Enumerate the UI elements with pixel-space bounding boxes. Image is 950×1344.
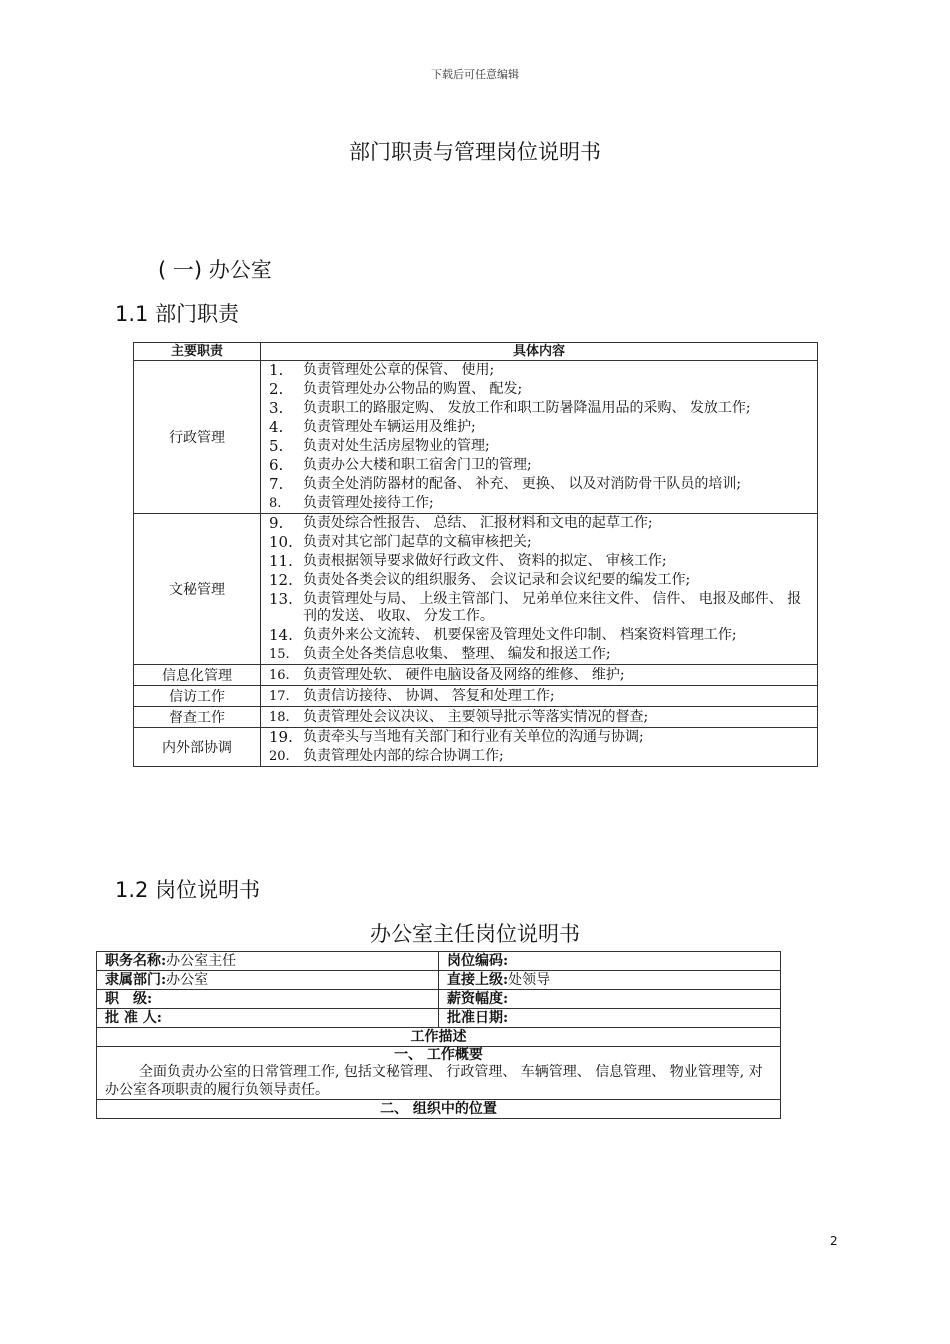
position-name-cell — [97, 952, 439, 971]
item-number: 2. — [269, 380, 284, 398]
table-row — [97, 1100, 781, 1119]
item-text: 负责管理处接待工作; — [303, 495, 434, 511]
list-item — [261, 728, 817, 747]
duty-items-cell — [261, 686, 818, 707]
position-name-value: 办公室主任 — [166, 952, 237, 969]
department-value: 办公室 — [166, 971, 209, 988]
duty-items-cell — [261, 361, 818, 514]
list-item — [261, 571, 817, 590]
table-row — [97, 1009, 781, 1028]
item-text: 负责管理处与局、 上级主管部门、 兄弟单位来往文件、 信件、 电报及邮件、 报刊的发送、 收取、 分发工作。 — [303, 591, 802, 624]
item-text: 负责职工的路服定购、 发放工作和职工防暑降温用品的采购、 发放工作; — [303, 400, 751, 416]
salary-cell — [439, 990, 781, 1009]
table-row — [97, 971, 781, 990]
job-description-title: 办公室主任岗位说明书 — [370, 922, 580, 946]
list-item — [261, 437, 817, 456]
job-description-table — [96, 951, 781, 1119]
level-label: 职 级: — [105, 990, 153, 1007]
duty-category: 信访工作 — [134, 686, 261, 707]
item-number: 7. — [269, 475, 284, 493]
list-item — [261, 666, 817, 685]
summary-cell — [97, 1047, 781, 1100]
column-header-main-duty: 主要职责 — [134, 343, 261, 361]
approver-label: 批 准 人: — [105, 1009, 162, 1026]
item-text: 负责处各类会议的组织服务、 会议记录和会议纪要的编发工作; — [303, 572, 691, 588]
document-title: 部门职责与管理岗位说明书 — [349, 140, 601, 164]
item-number: 19. — [269, 728, 293, 746]
item-number: 10. — [269, 533, 293, 551]
duty-category: 信息化管理 — [134, 665, 261, 686]
supervisor-value: 处领导 — [508, 971, 551, 988]
item-text: 负责外来公文流转、 机要保密及管理处文件印制、 档案资料管理工作; — [303, 627, 737, 643]
approval-date-label: 批准日期: — [447, 1009, 509, 1026]
position-name-label: 职务名称: — [105, 952, 167, 969]
work-description-heading: 工作描述 — [97, 1028, 781, 1047]
department-cell — [97, 971, 439, 990]
table-row — [134, 728, 818, 767]
list-item — [261, 494, 817, 513]
summary-text: 全面负责办公室的日常管理工作, 包括文秘管理、 行政管理、 车辆管理、 信息管理、 物业管理等, 对办公室各项职责的履行负领导责任。 — [105, 1064, 763, 1098]
item-text: 负责对处生活房屋物业的管理; — [303, 438, 490, 454]
item-text: 负责管理处软、 硬件电脑设备及网络的维修、 维护; — [303, 666, 625, 683]
position-code-cell — [439, 952, 781, 971]
list-item — [261, 418, 817, 437]
supervisor-label: 直接上级: — [447, 971, 509, 988]
summary-heading: 一、 工作概要 — [394, 1047, 483, 1063]
item-text: 负责管理处内部的综合协调工作; — [303, 748, 504, 764]
position-code-label: 岗位编码: — [447, 952, 509, 969]
list-item — [261, 552, 817, 571]
table-row — [134, 665, 818, 686]
list-item — [261, 687, 817, 706]
item-number: 1. — [269, 361, 284, 379]
item-number: 3. — [269, 399, 284, 417]
table-header-row — [134, 343, 818, 361]
approver-cell — [97, 1009, 439, 1028]
table-row — [134, 514, 818, 665]
item-number: 17. — [269, 688, 290, 704]
item-number: 6. — [269, 456, 284, 474]
table-row — [134, 707, 818, 728]
item-text: 负责对其它部门起草的文稿审核把关; — [303, 534, 532, 550]
subsection-heading-job-description: 1.2 岗位说明书 — [115, 878, 261, 902]
item-text: 负责管理处会议决议、 主要领导批示等落实情况的督查; — [303, 708, 649, 725]
page-number: 2 — [830, 1234, 838, 1248]
duty-category: 行政管理 — [134, 361, 261, 514]
list-item — [261, 514, 817, 533]
item-number: 12. — [269, 571, 293, 589]
item-text: 负责管理处公章的保管、 使用; — [303, 362, 495, 378]
item-number: 4. — [269, 418, 284, 436]
duty-category: 督查工作 — [134, 707, 261, 728]
list-item — [261, 626, 817, 645]
item-number: 16. — [269, 667, 290, 683]
item-text: 负责处综合性报告、 总结、 汇报材料和文电的起草工作; — [303, 515, 653, 531]
column-header-details: 具体内容 — [261, 343, 818, 361]
duty-items-cell — [261, 514, 818, 665]
org-position-heading: 二、 组织中的位置 — [97, 1100, 781, 1119]
item-number: 18. — [269, 709, 290, 725]
item-number: 13. — [269, 590, 293, 608]
duty-category: 内外部协调 — [134, 728, 261, 767]
duty-items-cell — [261, 728, 818, 767]
supervisor-cell — [439, 971, 781, 990]
list-item — [261, 380, 817, 399]
list-item — [261, 361, 817, 380]
list-item — [261, 475, 817, 494]
table-row — [97, 1047, 781, 1100]
list-item — [261, 708, 817, 727]
list-item — [261, 645, 817, 664]
list-item — [261, 590, 817, 626]
header-note: 下载后可任意编辑 — [431, 68, 519, 81]
department-label: 隶属部门: — [105, 971, 167, 988]
item-text: 负责管理处办公物品的购置、 配发; — [303, 381, 523, 397]
duty-category: 文秘管理 — [134, 514, 261, 665]
subsection-heading-duties: 1.1 部门职责 — [115, 302, 240, 326]
item-number: 14. — [269, 626, 293, 644]
table-row — [97, 990, 781, 1009]
approval-date-cell — [439, 1009, 781, 1028]
duty-items-cell — [261, 665, 818, 686]
item-number: 11. — [269, 552, 293, 570]
list-item — [261, 747, 817, 766]
table-row — [97, 1028, 781, 1047]
item-text: 负责牵头与当地有关部门和行业有关单位的沟通与协调; — [303, 729, 644, 745]
section-heading-office: ( 一) 办公室 — [158, 258, 272, 282]
item-text: 负责信访接待、 协调、 答复和处理工作; — [303, 687, 555, 704]
duty-items-cell — [261, 707, 818, 728]
department-duties-table — [133, 342, 818, 767]
item-text: 负责办公大楼和职工宿舍门卫的管理; — [303, 457, 532, 473]
table-row — [134, 686, 818, 707]
table-row — [97, 952, 781, 971]
list-item — [261, 533, 817, 552]
list-item — [261, 456, 817, 475]
item-number: 9. — [269, 514, 284, 532]
item-text: 负责根据领导要求做好行政文件、 资料的拟定、 审核工作; — [303, 553, 667, 569]
item-number: 8. — [269, 496, 282, 511]
table-row — [134, 361, 818, 514]
item-text: 负责全处消防器材的配备、 补充、 更换、 以及对消防骨干队员的培训; — [303, 476, 742, 492]
list-item — [261, 399, 817, 418]
item-text: 负责管理处车辆运用及维护; — [303, 419, 476, 435]
item-number: 15. — [269, 647, 290, 662]
salary-label: 薪资幅度: — [447, 990, 509, 1007]
item-number: 20. — [269, 749, 290, 764]
item-number: 5. — [269, 437, 284, 455]
item-text: 负责全处各类信息收集、 整理、 编发和报送工作; — [303, 646, 611, 662]
level-cell — [97, 990, 439, 1009]
